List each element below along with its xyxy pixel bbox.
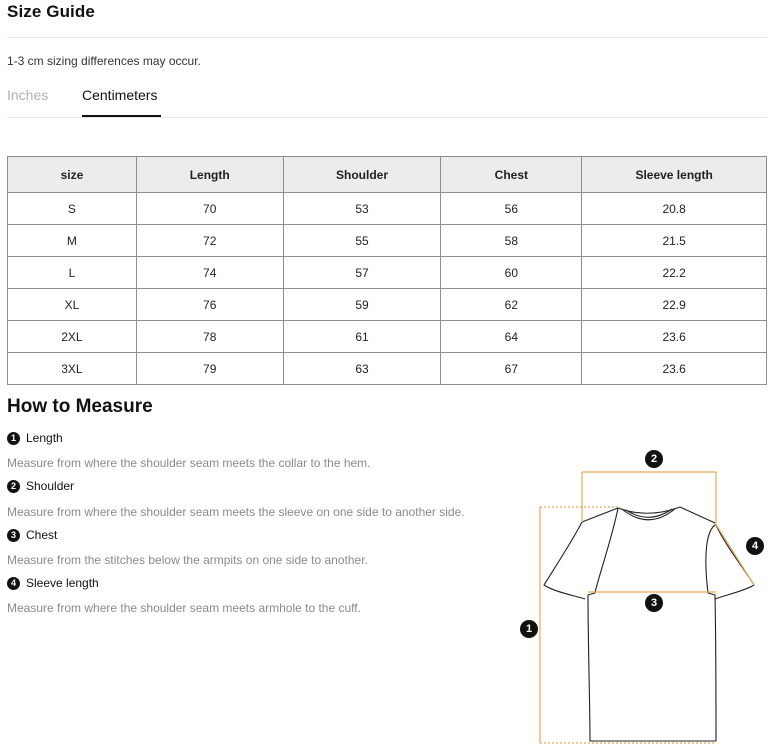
cell-chest: 62 [441, 289, 582, 321]
cell-sleeve-length: 22.9 [582, 289, 767, 321]
cell-length: 74 [136, 257, 283, 289]
badge-length: 1 [520, 620, 538, 638]
table-row [8, 289, 767, 321]
header-size: size [8, 157, 137, 193]
tab-inches[interactable]: Inches [7, 87, 49, 103]
cell-chest: 56 [441, 193, 582, 225]
cell-chest: 67 [441, 353, 582, 385]
cell-size: 2XL [8, 321, 137, 353]
measure-item-sleeve-length [7, 576, 99, 590]
measure-item-shoulder [7, 479, 74, 493]
measure-item-length [7, 431, 63, 445]
how-to-measure-title: How to Measure [7, 396, 153, 417]
cell-length: 79 [136, 353, 283, 385]
cell-size: M [8, 225, 137, 257]
badge-chest: 3 [645, 594, 663, 612]
header-sleeve-length: Sleeve length [582, 157, 767, 193]
cell-sleeve-length: 21.5 [582, 225, 767, 257]
cell-size: XL [8, 289, 137, 321]
cell-size: S [8, 193, 137, 225]
page-title: Size Guide [7, 2, 95, 21]
number-badge: 3 [7, 529, 20, 542]
measure-description: Measure from where the shoulder seam meets the sleeve on one side to another side. [7, 505, 465, 519]
table-header-row [8, 157, 767, 193]
table-row [8, 225, 767, 257]
cell-sleeve-length: 23.6 [582, 353, 767, 385]
table-row [8, 257, 767, 289]
measure-label: Length [26, 431, 63, 445]
cell-length: 78 [136, 321, 283, 353]
size-table [7, 156, 767, 385]
cell-length: 70 [136, 193, 283, 225]
header-length: Length [136, 157, 283, 193]
cell-shoulder: 59 [283, 289, 441, 321]
tshirt-diagram [510, 445, 774, 751]
cell-shoulder: 57 [283, 257, 441, 289]
measure-description: Measure from where the shoulder seam meets the collar to the hem. [7, 456, 371, 470]
cell-length: 76 [136, 289, 283, 321]
tab-centimeters[interactable]: Centimeters [82, 87, 158, 103]
header-chest: Chest [441, 157, 582, 193]
cell-sleeve-length: 23.6 [582, 321, 767, 353]
cell-size: 3XL [8, 353, 137, 385]
sizing-note: 1-3 cm sizing differences may occur. [7, 54, 201, 68]
measure-label: Chest [26, 528, 58, 542]
cell-shoulder: 63 [283, 353, 441, 385]
badge-sleeve: 4 [746, 537, 764, 555]
measure-label: Shoulder [26, 479, 75, 493]
number-badge: 1 [7, 432, 20, 445]
cell-shoulder: 53 [283, 193, 441, 225]
measure-description: Measure from where the shoulder seam meets armhole to the cuff. [7, 601, 361, 615]
table-row [8, 353, 767, 385]
unit-tabs [7, 84, 767, 118]
badge-shoulder: 2 [645, 450, 663, 468]
number-badge: 2 [7, 480, 20, 493]
number-badge: 4 [7, 577, 20, 590]
cell-size: L [8, 257, 137, 289]
divider [7, 37, 767, 38]
cell-shoulder: 61 [283, 321, 441, 353]
header-shoulder: Shoulder [283, 157, 441, 193]
measure-label: Sleeve length [26, 576, 99, 590]
cell-sleeve-length: 22.2 [582, 257, 767, 289]
cell-length: 72 [136, 225, 283, 257]
cell-chest: 64 [441, 321, 582, 353]
measure-description: Measure from the stitches below the armpits on one side to another. [7, 553, 368, 567]
tshirt-outline [544, 507, 754, 741]
cell-chest: 58 [441, 225, 582, 257]
cell-chest: 60 [441, 257, 582, 289]
measure-item-chest [7, 528, 57, 542]
active-tab-indicator [82, 115, 161, 117]
table-row [8, 321, 767, 353]
table-row [8, 193, 767, 225]
cell-sleeve-length: 20.8 [582, 193, 767, 225]
cell-shoulder: 55 [283, 225, 441, 257]
